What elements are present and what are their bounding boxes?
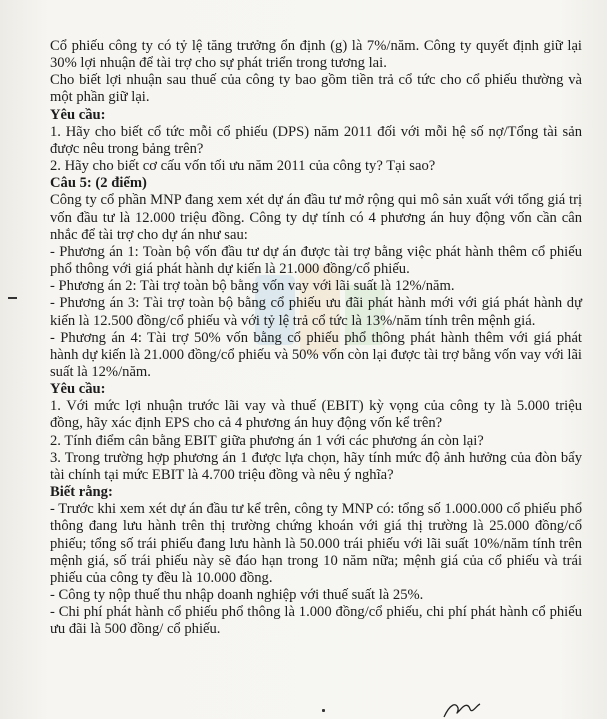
- paragraph: 2. Tính điểm cân bằng EBIT giữa phương án 1 với các phương án còn lại?: [50, 432, 484, 449]
- paragraph: 3. Trong trường hợp phương án 1 được lựa chọn, hãy tính mức độ ảnh hưởng của đòn bẩy tài chính tại mức EBIT là 4.700 triệu đồng và nêu ý nghĩa?: [50, 449, 582, 483]
- paragraph: - Phương án 1: Toàn bộ vốn đầu tư dự án được tài trợ bằng việc phát hành thêm cổ phiếu phổ thông với giá phát hành dự kiến là 21.000 đồng/cổ phiếu.: [50, 243, 582, 278]
- question-heading: Câu 5: (2 điểm): [50, 175, 147, 192]
- paragraph: - Trước khi xem xét dự án đầu tư kể trên, công ty MNP có: tổng số 1.000.000 cổ phiếu phổ thông đang lưu hành trên thị trường chứng khoán với giá thị trường là 25.000 đồng/cổ phiếu; tổng số trái phiếu đang lưu hành là 50.000 trái phiếu với lãi suất 10%/năm tính trên mệnh giá, số trái phiếu này sẽ đáo hạn trong 10 năm nữa; mệnh giá của cổ phiếu và trái phiếu của công ty đều là 10.000 đồng.: [50, 501, 582, 586]
- paragraph: - Công ty nộp thuế thu nhập doanh nghiệp với thuế suất là 25%.: [50, 587, 424, 603]
- section-heading: Yêu cầu:: [50, 106, 106, 123]
- paragraph: - Phương án 4: Tài trợ 50% vốn bằng cổ phiếu phổ thông phát hành thêm với giá phát hành dự kiến là 21.000 đồng/cổ phiếu và 50% vốn còn lại được tài trợ bằng vốn vay với lãi suất là 12%/năm.: [50, 329, 582, 380]
- signature-icon: [442, 700, 482, 719]
- document-body: [50, 38, 582, 638]
- section-heading: Yêu cầu:: [50, 381, 106, 398]
- margin-mark: [8, 297, 17, 299]
- paragraph: - Phương án 2: Tài trợ toàn bộ bằng vốn vay với lãi suất là 12%/năm.: [50, 278, 455, 295]
- paragraph: 1. Với mức lợi nhuận trước lãi vay và thuế (EBIT) kỳ vọng của công ty là 5.000 triệu đồng, hãy xác định EPS cho cả 4 phương án huy động vốn kể trên?: [50, 398, 582, 432]
- paragraph: Cho biết lợi nhuận sau thuế của công ty bao gồm tiền trả cổ tức cho cổ phiếu thường và một phần giữ lại.: [50, 72, 582, 106]
- page-mark: [322, 709, 325, 712]
- paragraph: Cổ phiếu công ty có tỷ lệ tăng trưởng ổn định (g) là 7%/năm. Công ty quyết định giữ lại 30% lợi nhuận để tài trợ cho sự phát triển trong tương lai.: [50, 38, 582, 72]
- paragraph: - Phương án 3: Tài trợ toàn bộ bằng cổ phiếu ưu đãi phát hành mới với giá phát hành dự kiến là 12.500 đồng/cổ phiếu và với tỷ lệ trả cổ tức là 13%/năm tính trên mệnh giá.: [50, 295, 582, 329]
- paragraph: - Chi phí phát hành cổ phiếu phổ thông là 1.000 đồng/cổ phiếu, chi phí phát hành cổ phiếu ưu đãi là 500 đồng/ cổ phiếu.: [50, 604, 582, 638]
- paragraph: Công ty cổ phần MNP đang xem xét dự án đầu tư mở rộng qui mô sản xuất với tổng giá trị vốn đầu tư là 12.000 triệu đồng. Công ty dự tính có 4 phương án huy động vốn cần cân nhắc để tài trợ cho dự án như sau:: [50, 192, 582, 243]
- section-heading: Biết rằng:: [50, 484, 113, 501]
- paragraph: 1. Hãy cho biết cổ tức mỗi cổ phiếu (DPS) năm 2011 đối với mỗi hệ số nợ/Tổng tài sản được nêu trong bảng trên?: [50, 123, 582, 157]
- paragraph: 2. Hãy cho biết cơ cấu vốn tối ưu năm 2011 của công ty? Tại sao?: [50, 158, 436, 175]
